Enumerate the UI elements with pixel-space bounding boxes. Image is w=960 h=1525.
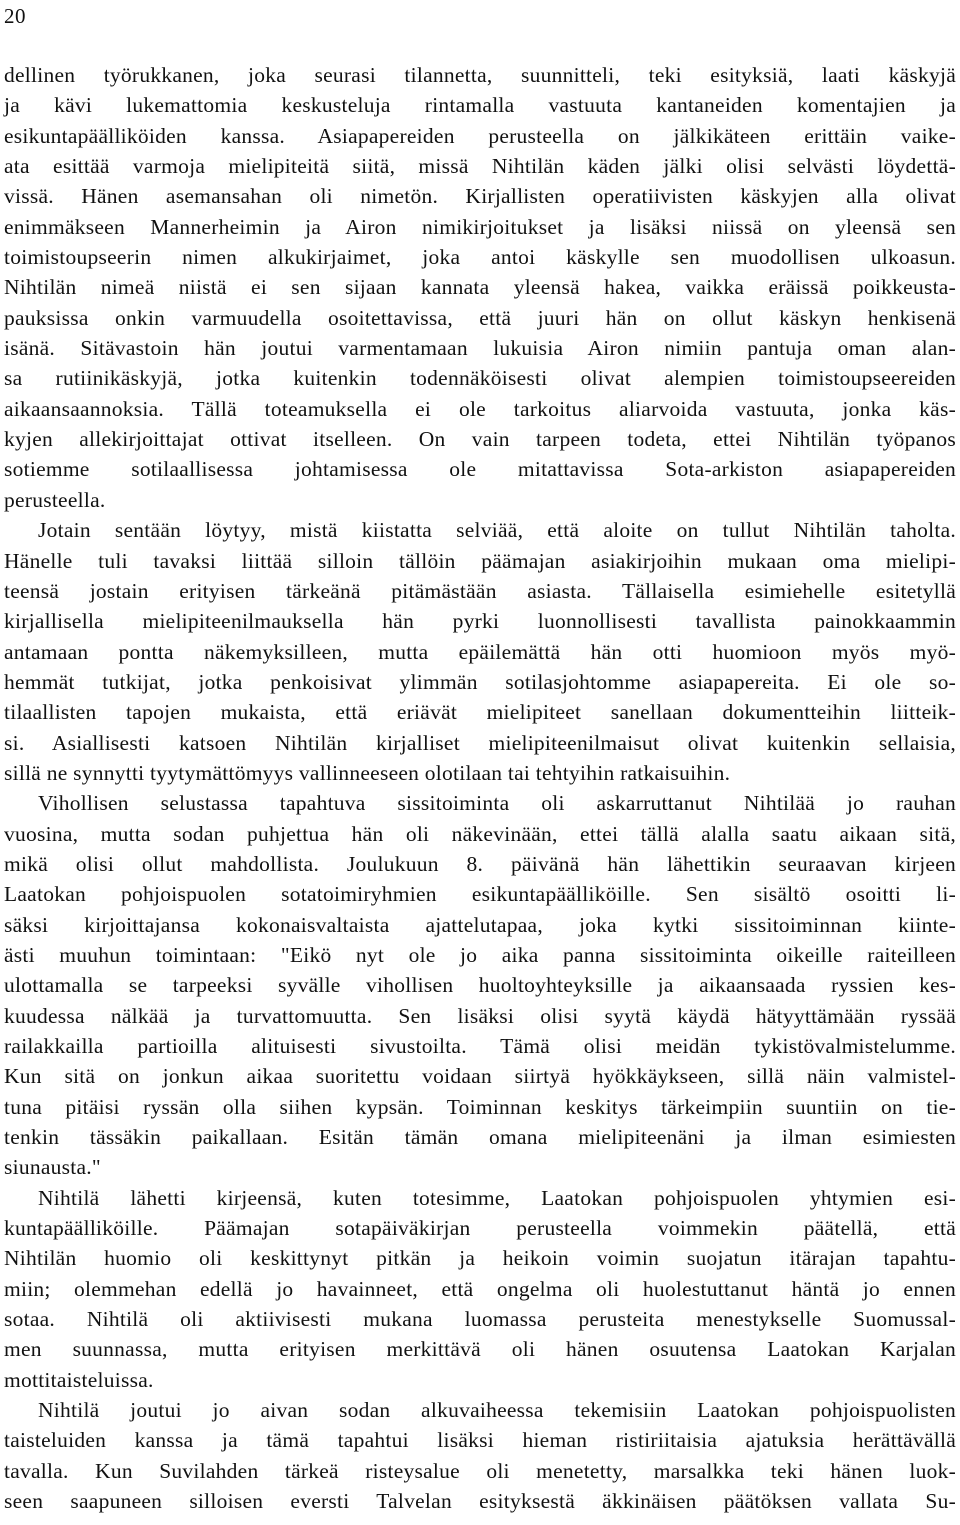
body-text [4, 60, 956, 1517]
text-line: tuna pitäisi ryssän olla siihen kypsän. Toiminnan keskitys tärkeimpiin suuntiin on tie- [4, 1094, 956, 1119]
text-line: sotiemme sotilaallisessa johtamisessa ole mitattavissa Sota-arkiston asiapapereiden [4, 457, 956, 482]
text-line: antamaan pontta näkemyksilleen, mutta epäilemättä hän otti huomioon myös myö- [4, 639, 956, 664]
text-line: Laatokan pohjoispuolen sotatoimiryhmien esikuntapäälliköille. Sen sisältö osoitti li- [4, 882, 956, 907]
text-line: esikuntapäälliköiden kanssa. Asiapapereiden perusteella on jälkikäteen erittäin vaike- [4, 123, 956, 148]
text-line: perusteella. [4, 487, 106, 512]
text-line: taisteluiden kanssa ja tämä tapahtui lisäksi hieman ristiriitaisia ajatuksia herättävällä [4, 1428, 956, 1453]
text-line: Nihtilä lähetti kirjeensä, kuten totesimme, Laatokan pohjoispuolen yhtymien esi- [38, 1185, 956, 1210]
paragraph [4, 60, 956, 515]
text-line: ja kävi lukemattomia keskusteluja rintamalla vastuuta kantaneiden komentajien ja [4, 93, 956, 118]
text-line: kirjallisella mielipiteenilmauksella hän pyrki luonnollisesti tavallista painokkaammin [4, 609, 956, 634]
text-line: vissä. Hänen asemansahan oli nimetön. Kirjallisten operatiivisten käskyjen alla olivat [4, 184, 956, 209]
text-line: kuntapäälliköille. Päämajan sotapäiväkirjan perusteella voimmekin päätellä, että [4, 1216, 956, 1241]
text-line: kyjen allekirjoittajat ottivat itselleen. On vain tarpeen todeta, ettei Nihtilän työpanos [4, 427, 956, 452]
text-line: sillä ne synnytti tyytymättömyys vallinneeseen olotilaan tai tehtyihin ratkaisuihin. [4, 760, 731, 785]
text-line: si. Asiallisesti katsoen Nihtilän kirjalliset mielipiteenilmaisut olivat kuitenkin sellaisia, [4, 730, 956, 755]
text-line: mottitaisteluissa. [4, 1367, 154, 1392]
text-line: ata esittää varmoja mielipiteitä siitä, missä Nihtilän käden jälki olisi selvästi löydettä- [4, 154, 956, 179]
text-line: railakkailla partioilla alituisesti sivustoilta. Tämä olisi meidän tykistövalmistelumme. [4, 1034, 956, 1058]
text-line: teensä jostain erityisen tärkeänä pitämästään asiasta. Tällaisella esimiehelle esitetyllä [4, 578, 956, 603]
text-line: vuosina, mutta sodan puhjettua hän oli näkevinään, ettei tällä alalla saatu aikaan sitä, [4, 821, 956, 846]
text-line: Hänelle tuli tavaksi liittää silloin tällöin päämajan asiakirjoihin mukaan oma mielipi- [4, 548, 956, 573]
paragraph [4, 1395, 956, 1516]
paragraph [4, 515, 956, 788]
text-line: hemmät tutkijat, jotka penkoisivat ylimmän sotilasjohtomme asiapapereita. Ei ole so- [4, 669, 956, 694]
text-line: seen saapuneen silloisen eversti Talvelan esityksestä äkkinäisen päätöksen vallata Su- [4, 1489, 956, 1514]
text-line: Nihtilän nimeä niistä ei sen sijaan kannata yleensä hakea, vaikka eräissä poikkeusta- [4, 275, 956, 300]
page-number: 20 [4, 4, 26, 28]
text-line: Nihtilä joutui jo aivan sodan alkuvaiheessa tekemisiin Laatokan pohjoispuolisten [38, 1398, 956, 1423]
text-line: men suunnassa, mutta erityisen merkittävä oli hänen osuutensa Laatokan Karjalan [4, 1337, 956, 1362]
text-line: tavalla. Kun Suvilahden tärkeä risteysalue oli menetetty, marsalkka teki hänen luok- [4, 1458, 956, 1483]
text-line: mikä olisi ollut mahdollista. Joulukuun 8. päivänä hän lähettikin seuraavan kirjeen [4, 851, 956, 876]
paragraph [4, 1183, 956, 1395]
text-line: aikaansaannoksia. Tällä toteamuksella ei ole tarkoitus aliarvoida vastuuta, jonka käs- [4, 396, 956, 421]
text-line: dellinen työrukkanen, joka seurasi tilannetta, suunnitteli, teki esityksiä, laati käskyjä [4, 63, 956, 87]
text-line: säksi kirjoittajansa kokonaisvaltaista ajattelutapaa, joka kytki sissitoiminnan kiinte- [4, 912, 956, 937]
text-line: sa rutiinikäskyjä, jotka kuitenkin todennäköisesti olivat alempien toimistoupseereiden [4, 366, 956, 391]
text-line: Jotain sentään löytyy, mistä kiistatta selviää, että aloite on tullut Nihtilän taholta. [38, 518, 956, 543]
text-line: sotaa. Nihtilä oli aktiivisesti mukana luomassa perusteita menestykselle Suomussal- [4, 1307, 956, 1332]
text-line: Kun sitä on jonkun aikaa suoritettu voidaan siirtyä hyökkäykseen, sillä näin valmistel- [4, 1064, 956, 1089]
text-line: siunausta." [4, 1155, 101, 1180]
text-line: Nihtilän huomio oli keskittynyt pitkän ja heikoin voimin suojatun itärajan tapahtu- [4, 1246, 956, 1271]
text-line: toimistoupseerin nimen alkukirjaimet, joka antoi käskylle sen muodollisen ulkoasun. [4, 245, 956, 270]
text-line: enimmäkseen Mannerheimin ja Airon nimikirjoitukset ja lisäksi niissä on yleensä sen [4, 214, 956, 239]
paragraph [4, 788, 956, 1182]
text-line: tenkin tässäkin paikallaan. Esitän tämän omana mielipiteenäni ja ilman esimiesten [4, 1125, 956, 1150]
text-line: kuudessa nälkää ja turvattomuutta. Sen lisäksi olisi syytä käydä hätyyttämään ryssää [4, 1003, 956, 1028]
text-line: miin; olemmehan edellä jo havainneet, että ongelma oli huolestuttanut häntä jo ennen [4, 1276, 956, 1301]
text-line: ästi muuhun toimintaan: "Eikö nyt ole jo aika panna sissitoiminta oikeille raiteilleen [4, 942, 956, 967]
text-line: tilaallisten tapojen mukaista, että eriävät mielipiteet sanellaan dokumentteihin liitteik- [4, 700, 956, 725]
text-line: pauksissa onkin varmuudella osoitettavissa, että juuri hän on ollut käskyn henkisenä [4, 305, 956, 330]
text-line: Vihollisen selustassa tapahtuva sissitoiminta oli askarruttanut Nihtilää jo rauhan [38, 791, 956, 816]
text-line: ulottamalla se tarpeeksi syvälle vihollisen huoltoyhteyksille ja aikaansaada ryssien kes- [4, 973, 956, 998]
text-line: isänä. Sitävastoin hän joutui varmentamaan lukuisia Airon nimiin pantuja oman alan- [4, 336, 956, 361]
